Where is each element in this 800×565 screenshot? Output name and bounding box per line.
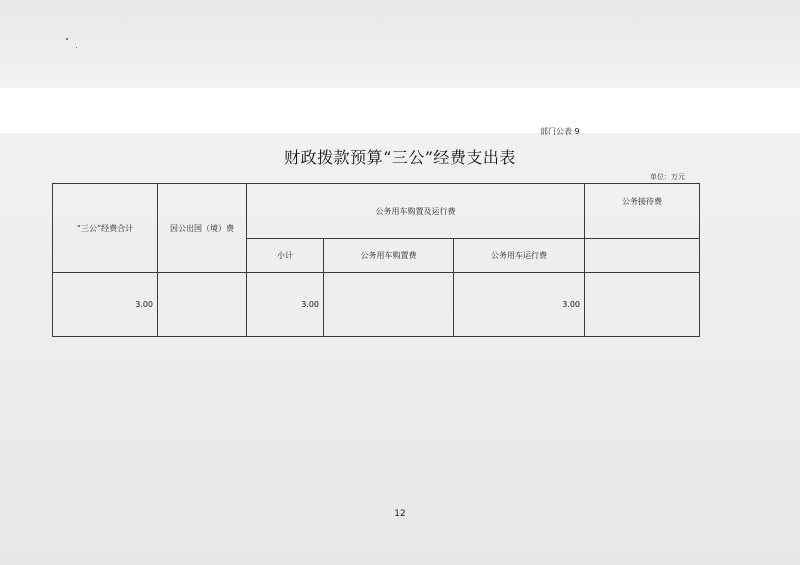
page-number: 12 xyxy=(394,509,406,519)
scan-speck xyxy=(66,38,68,40)
scan-speck xyxy=(76,47,77,48)
cell-subtotal: 3.00 xyxy=(247,273,324,337)
scan-top-shadow xyxy=(0,0,800,88)
unit-label: 单位：万元 xyxy=(650,173,685,181)
department-form-number: 部门公表 9 xyxy=(540,127,580,136)
document-title: 财政拨款预算“三公”经费支出表 xyxy=(284,148,516,167)
paper-band xyxy=(0,88,800,133)
cell-vehicle-purchase xyxy=(324,273,454,337)
cell-total: 3.00 xyxy=(53,273,158,337)
table-header-row xyxy=(53,184,700,239)
header-vehicle-purchase: 公务用车购置费 xyxy=(324,239,454,273)
header-vehicle-group: 公务用车购置及运行费 xyxy=(247,184,585,239)
header-vehicle-operation: 公务用车运行费 xyxy=(454,239,585,273)
header-subtotal: 小计 xyxy=(247,239,324,273)
header-reception: 公务接待费 xyxy=(585,184,700,239)
header-reception-blank xyxy=(585,239,700,273)
cell-abroad xyxy=(158,273,247,337)
table-row xyxy=(53,273,700,337)
header-abroad: 因公出国（境）费 xyxy=(158,184,247,273)
cell-vehicle-operation: 3.00 xyxy=(454,273,585,337)
header-total: “三公”经费合计 xyxy=(53,184,158,273)
cell-reception xyxy=(585,273,700,337)
three-public-expenses-table xyxy=(52,183,700,337)
